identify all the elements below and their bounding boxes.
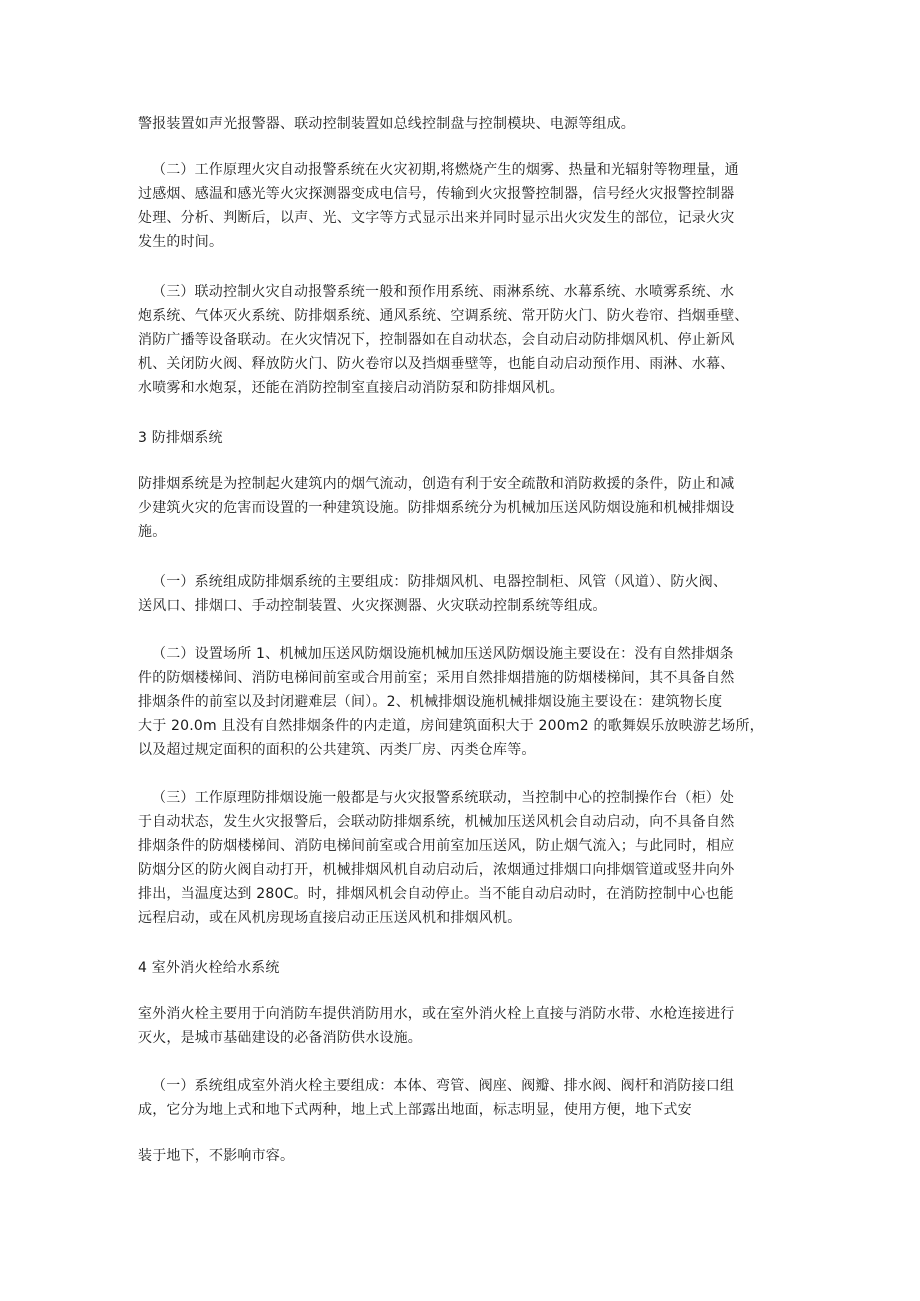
text-line: （二）工作原理火灾自动报警系统在火灾初期,将燃烧产生的烟雾、热量和光辐射等物理量，通: [152, 162, 739, 178]
heading-text: 3 防排烟系统: [138, 430, 223, 446]
paragraph-smoke-control-intro: [138, 472, 808, 544]
text-line: 排烟条件的前室以及封闭避难层（间）。2、机械排烟设施机械排烟设施主要设在：建筑物长度: [138, 694, 723, 710]
text-line: （一）系统组成室外消火栓主要组成：本体、弯管、阀座、阀瓣、排水阀、阀杆和消防接口组: [152, 1078, 735, 1094]
text-line: （三）联动控制火灾自动报警系统一般和预作用系统、雨淋系统、水幕系统、水喷雾系统、水: [152, 284, 735, 300]
paragraph-linkage-control: [138, 280, 808, 400]
heading-text: 4 室外消火栓给水系统: [138, 960, 280, 976]
text-line: 室外消火栓主要用于向消防车提供消防用水，或在室外消火栓上直接与消防水带、水枪连接进行: [138, 1006, 735, 1022]
paragraph-installation-locations: [138, 642, 808, 762]
text-line: 机、关闭防火阀、释放防火门、防火卷帘以及挡烟垂壁等，也能自动启动预作用、雨淋、水幕、: [138, 356, 735, 372]
text-line: 消防广播等设备联动。在火灾情况下，控制器如在自动状态，会自动启动防排烟风机、停止新风: [138, 332, 735, 348]
text-line: 件的防烟楼梯间、消防电梯间前室或合用前室；采用自然排烟措施的防烟楼梯间，其不具备自然: [138, 670, 735, 686]
text-line: 装于地下，不影响市容。: [138, 1148, 295, 1164]
text-line: 少建筑火灾的危害而设置的一种建筑设施。防排烟系统分为机械加压送风防烟设施和机械排烟设: [138, 500, 735, 516]
text-line: 于自动状态，发生火灾报警后，会联动防排烟系统，机械加压送风机会自动启动，向不具备自然: [138, 814, 735, 830]
text-line: 发生的时间。: [138, 234, 224, 250]
text-line: （二）设置场所 1、机械加压送风防烟设施机械加压送风防烟设施主要设在：没有自然排烟条: [152, 646, 734, 662]
text-line: 防烟分区的防火阀自动打开，机械排烟风机自动启动后，浓烟通过排烟口向排烟管道或竖井向外: [138, 862, 735, 878]
text-line: 灭火，是城市基础建设的必备消防供水设施。: [138, 1030, 422, 1046]
paragraph-smoke-working-principle: [138, 786, 808, 930]
text-line: 大于 20.0m 且没有自然排烟条件的内走道，房间建筑面积大于 200m2 的歌舞娱乐放映游艺场所，: [138, 718, 764, 734]
text-line: 成，它分为地上式和地下式两种，地上式上部露出地面，标志明显，使用方便，地下式安: [138, 1102, 692, 1118]
text-line: 过感烟、感温和感光等火灾探测器变成电信号，传输到火灾报警控制器，信号经火灾报警控制器: [138, 186, 735, 202]
text-line: 排出，当温度达到 280C。时，排烟风机会自动停止。当不能自动启动时，在消防控制中心也能: [138, 886, 734, 902]
text-line: 远程启动，或在风机房现场直接启动正压送风机和排烟风机。: [138, 910, 522, 926]
paragraph-alarm-working-principle: [138, 158, 808, 254]
text-line: 炮系统、气体灭火系统、防排烟系统、通风系统、空调系统、常开防火门、防火卷帘、挡烟垂壁、: [138, 308, 749, 324]
text-line: 水喷雾和水炮泵，还能在消防控制室直接启动消防泵和防排烟风机。: [138, 380, 564, 396]
section-heading-smoke-control: [138, 426, 808, 450]
text-line: （三）工作原理防排烟设施一般都是与火灾报警系统联动，当控制中心的控制操作台（柜）处: [152, 790, 735, 806]
text-line: 防排烟系统是为控制起火建筑内的烟气流动，创造有利于安全疏散和消防救援的条件，防止和减: [138, 476, 735, 492]
paragraph-power-components: [138, 112, 808, 136]
text-line: 警报装置如声光报警器、联动控制装置如总线控制盘与控制模块、电源等组成。: [138, 116, 635, 132]
paragraph-outdoor-hydrant-intro: [138, 1002, 808, 1050]
text-line: 送风口、排烟口、手动控制装置、火灾探测器、火灾联动控制系统等组成。: [138, 598, 607, 614]
text-line: 以及超过规定面积的面积的公共建筑、丙类厂房、丙类仓库等。: [138, 742, 536, 758]
text-line: 处理、分析、判断后，以声、光、文字等方式显示出来并同时显示出火灾发生的部位，记录火灾: [138, 210, 735, 226]
text-line: 排烟条件的防烟楼梯间、消防电梯间前室或合用前室加压送风，防止烟气流入；与此同时，相应: [138, 838, 735, 854]
text-line: （一）系统组成防排烟系统的主要组成：防排烟风机、电器控制柜、风管（风道）、防火阀、: [152, 574, 728, 590]
section-heading-outdoor-hydrant: [138, 956, 808, 980]
paragraph-hydrant-continuation: [138, 1144, 808, 1168]
text-line: 施。: [138, 524, 167, 540]
paragraph-smoke-system-components: [138, 570, 808, 618]
paragraph-hydrant-components: [138, 1074, 808, 1122]
